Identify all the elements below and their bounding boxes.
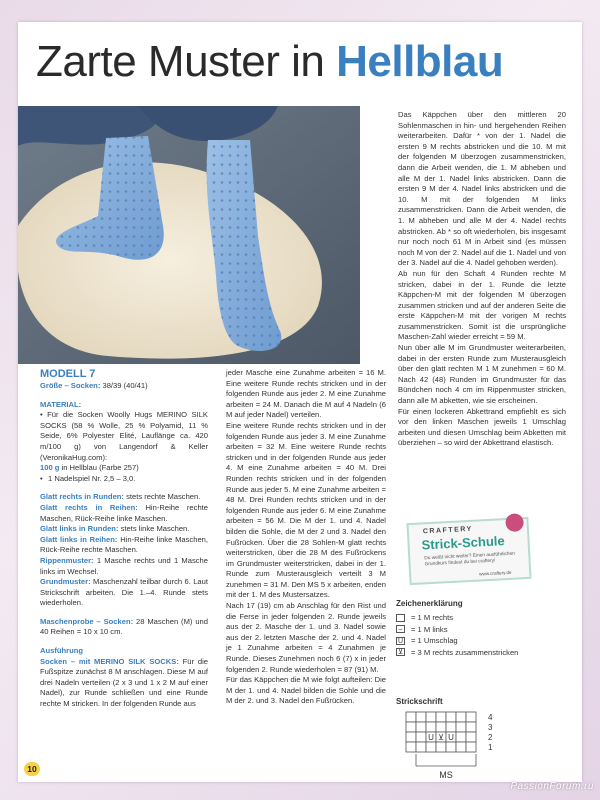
grid-cell <box>406 732 416 742</box>
glatt-runden-text: stets rechte Maschen. <box>123 492 201 502</box>
title-accent: Hellblau <box>336 37 504 86</box>
stamp-url: www.craftery.de <box>479 569 512 577</box>
material-color: in Hellblau (Farbe 257) <box>59 463 139 473</box>
links-reihen-text: Hin-Reihe linke Maschen, Rück-Reihe rechte Maschen. <box>40 534 209 555</box>
ausfuehrung-label: Socken – mit MERINO SILK SOCKS: <box>40 656 179 666</box>
chart-row-number: 4 <box>488 713 493 722</box>
material-heading: MATERIAL: <box>40 399 82 409</box>
probe-text: 28 Maschen (M) und 40 Reihen = 10 x 10 cm. <box>40 616 208 637</box>
col3-paragraph-1: Das Käppchen über den mittleren 20 Sohlenmaschen in hin- und hergehenden Reihen weiterarbeiten. Dafür * von der 1. Nadel die ersten 9 M rechts abstricken und die 10. M mit der folgenden M überzogen zusammenstricken, dann die Arbeit wenden, die 1. M abheben und alle M der 1. Nadel links abstricken. Dann die ersten 9 M der 4. Nadel links abstricken und die 10. M mit der folgenden M links zusammenstricken. Dann die Arbeit wenden, die 1. M abheben und alle M der 4. Nadel rechts abstricken. Ab * so oft wiederholen, bis insgesamt nur noch noch 61 M in Arbeit sind (es müssen noch M von der 2. Nadel auf die 1. Nadel und von der 3. Nadel auf die 4. Nadel gehoben werden). <box>398 110 566 268</box>
legend-label: = 1 Umschlag <box>411 636 458 645</box>
grid-cell <box>416 732 426 742</box>
legend-item <box>396 612 518 624</box>
needles-text: 1 Nadelspiel Nr. 2,5 – 3,0. <box>48 473 136 483</box>
glatt-reihen-label: Glatt rechts in Reihen: <box>40 502 138 512</box>
magazine-page <box>18 22 582 782</box>
grid-cell <box>466 722 476 732</box>
sock-photo-image <box>18 106 360 364</box>
chart-row-number: 3 <box>488 723 493 732</box>
grund-label: Grundmuster: <box>40 577 91 587</box>
grid-cell <box>406 712 416 722</box>
size-value: 38/39 (40/41) <box>100 381 148 390</box>
legend <box>396 612 518 658</box>
glatt-reihen-text: Hin-Reihe rechte Maschen, Rück-Reihe linke Maschen. <box>40 502 208 523</box>
grid-cell <box>426 712 436 722</box>
column-2 <box>226 368 386 707</box>
stamp-brand: CRAFTERY <box>422 525 473 536</box>
legend-title: Zeichenerklärung <box>396 599 463 608</box>
grid-cell <box>466 742 476 752</box>
column-1: MODELL 7 Größe – Socken: 38/39 (40/41) MATERIAL: • Für die Socken Woolly Hugs MERINO SILK SOCKS (58 % Wolle, 25 % Polyamid, 11 % Seide, 6% Polyester Elité, Lauflänge ca. 420 m/100 g) von Langendorf & Keller (VeronikaHug.com): 100 g in Hellblau (Farbe 257) • 1 Nadelspiel Nr. 2,5 – 3,0. Glatt rechts in Runden: stets rechte Maschen. Glatt rechts in Reihen: Hin-Reihe rechte Maschen, Rück-Reihe linke Maschen. Glatt links in Runden: stets linke Maschen. Glatt links in Reihen: Hin-Reihe linke Maschen, Rück-Reihe rechte Maschen. Rippenmuster: 1 Masche rechts und 1 Masche links im Wechsel. Grundmuster: Maschenzahl teilbar durch 6. Laut Strickschrift arbeiten. Die 1.–4. Runde stets wiederholen. Maschenprobe – Socken: 28 Maschen (M) und 40 Reihen = 10 x 10 cm. Ausführung Socken – mit MERINO SILK SOCKS: Für die Fußspitze zunächst 8 M anschlagen. Diese M auf drei Nadeln verteilen (2 x 3 und 1 x 2 M auf einer Nadel), zur Runde schließen und eine Runde rechte M stricken. In der folgenden Runde aus <box>40 368 209 709</box>
links-runden-label: Glatt links in Runden: <box>40 524 119 534</box>
yarn-ball-icon <box>505 513 524 532</box>
col3-paragraph-4: Für einen lockeren Abkettrand empfiehlt es sich vor den linken Maschen jeweils 1 Umschlag arbeiten und diesen Umschlag beim Abketten mit überziehen – so wird der Abkettrand elastisch. <box>398 406 566 448</box>
legend-item <box>396 635 518 647</box>
legend-symbol-yarnover: U <box>397 637 404 645</box>
grid-cell <box>406 722 416 732</box>
grid-cell <box>466 712 476 722</box>
chart-yarnover-symbol: U <box>448 733 454 742</box>
grid-cell <box>426 722 436 732</box>
grid-cell <box>426 742 436 752</box>
grid-cell <box>446 742 456 752</box>
legend-item <box>396 624 518 636</box>
links-runden-text: stets linke Maschen. <box>118 524 190 534</box>
rippen-label: Rippenmuster: <box>40 555 94 565</box>
grid-cell <box>436 722 446 732</box>
legend-label: = 1 M links <box>411 624 448 634</box>
legend-item <box>396 647 518 659</box>
grid-cell <box>416 722 426 732</box>
grid-cell <box>466 732 476 742</box>
stamp-subtext: Du weißt nicht weiter? Einen ausführlichen Grundkurs findest du bei craftery! <box>424 551 516 568</box>
size-label: Größe – Socken: <box>40 381 101 390</box>
material-text: • Für die Socken Woolly Hugs MERINO SILK SOCKS (58 % Wolle, 25 % Polyamid, 11 % Seide, 6% Polyester Elité, Lauflänge ca. 420 m/100 g) von Langendorf & Keller (VeronikaHug.com): <box>40 410 208 462</box>
grid-cell <box>406 742 416 752</box>
links-reihen-label: Glatt links in Reihen: <box>40 534 118 544</box>
chart-yarnover-symbol: U <box>428 733 434 742</box>
grid-cell <box>436 742 446 752</box>
legend-label: = 1 M rechts <box>411 613 453 622</box>
grid-cell <box>456 712 466 722</box>
chart-row-number: 1 <box>488 743 493 752</box>
grid-cell <box>446 712 456 722</box>
grid-cell <box>416 712 426 722</box>
grund-text: Maschenzahl teilbar durch 6. Laut Strickschrift arbeiten. Die 1.–4. Runde stets wiederholen. <box>40 577 208 608</box>
craftery-stamp <box>406 517 531 585</box>
legend-symbol-knit <box>396 614 405 622</box>
column-3 <box>398 110 566 449</box>
page-number: 10 <box>24 762 40 776</box>
grid-cell <box>436 712 446 722</box>
grid-cell <box>456 732 466 742</box>
legend-label: = 3 M rechts zusammenstricken <box>411 647 519 657</box>
col2-paragraph-4: Für das Käppchen die M wie folgt aufteilen: Die M der 1. und 4. Nadel bilden die Sohle und die M der 2. und 3. Nadel den Fußrücken. <box>226 675 386 706</box>
page-title <box>36 37 504 86</box>
glatt-runden-label: Glatt rechts in Runden: <box>40 492 124 502</box>
grid-cell <box>456 722 466 732</box>
strickschrift-title: Strickschrift <box>396 697 443 706</box>
title-light: Zarte Muster in <box>36 37 337 86</box>
col3-paragraph-2: Ab nun für den Schaft 4 Runden rechte M stricken, dabei in der 1. Runde die letzte Käppchen-M mit der folgenden M überzogen zusammen stricken und auf der anderen Seite die erste Käppchen-M mit der vorigen M rechts zusammenstricken. Somit ist die ursprüngliche Maschen-Zahl wieder erreicht = 59 M. <box>398 268 566 342</box>
ms-label: MS <box>439 770 453 780</box>
col3-paragraph-3: Nun über alle M im Grundmuster weiterarbeiten, dabei in der ersten Runde zum Musterausgleich über den glatt rechten M 1 M zunehmen = 60 M. Nach 42 (48) Runden im Grundmuster für das Bündchen noch 4 cm im Rippenmuster stricken, dann alle M abketten, wie sie erscheinen. <box>398 343 566 406</box>
grid-cell <box>446 722 456 732</box>
stamp-school: Strick-Schule <box>421 533 505 553</box>
strickschrift-chart <box>398 710 518 782</box>
col2-paragraph-3: Nach 17 (19) cm ab Anschlag für den Rist und die Ferse in jeder folgenden 2. Runde jeweils aus der 2. Masche der 1. und 3. Nadel sowie aus der 2. letzten Masche der 2. und 4. Nadel je 1 Zunahme arbeiten = 4 Zunahmen je Runde. Dieses Zunehmen noch 6 (7) x in jeder folgenden 2. Runde wiederholen = 87 (91) M. <box>226 601 386 674</box>
legend-symbol-k3tog: ⊻ <box>397 649 404 657</box>
watermark: PassionForum.ru <box>510 781 594 792</box>
chart-k3tog-symbol: ⊻ <box>438 733 444 742</box>
col2-paragraph-2: Eine weitere Runde rechts stricken und in der folgenden Runde aus jeder 3. M eine Zunahme arbeiten = 32 M. Eine weitere Runde rechts stricken und in der folgenden Runde aus jeder 4. M eine Zunahme arbeiten = 40 M. Drei Runden rechts stricken und in der folgenden Runde aus jeder 5. M eine Zunahme arbeiten = 48 M. Drei Runden rechts stricken und in der folgenden Runde aus jeder 6. M eine Zunahme arbeiten = 56 M. Die M der 1. und 4. Nadel bilden die Sohle, die M der 2 und 3. Nadel den Fußrücken. Über die 28 Sohlen-M glatt rechts weiterstricken, über die 28 M des Fußrückens im Grundmuster weiterstricken, dabei in der 1. Runde zum Musterausgleich verteilt 3 M zunehmen = 31 M. Den MS 5 x arbeiten, enden mit der 1. M des Mustersatzes. <box>226 420 386 600</box>
model-heading: MODELL 7 <box>40 368 96 380</box>
legend-symbol-purl: – <box>396 625 405 633</box>
ausfuehrung-text: Für die Fußspitze zunächst 8 M anschlagen. Diese M auf drei Nadeln verteilen (2 x 3 und 1 x 2 M auf einer Nadel), zur Runde schließen und eine Runde rechte M stricken. In der folgenden Runde aus <box>40 656 208 709</box>
grid-cell <box>456 742 466 752</box>
rippen-text: 1 Masche rechts und 1 Masche links im Wechsel. <box>40 555 208 576</box>
col2-paragraph-1: jeder Masche eine Zunahme arbeiten = 16 M. Eine weitere Runde rechts stricken und in der folgenden Runde aus jeder 2. M eine Zunahme arbeiten = 24 M. Danach die M auf 4 Nadeln (6 M auf jeder Nadel) verteilen. <box>226 368 386 420</box>
sock-photo <box>18 106 360 364</box>
chart-row-number: 2 <box>488 733 493 742</box>
probe-label: Maschenprobe – Socken: <box>40 616 134 626</box>
grid-cell <box>416 742 426 752</box>
material-amount: 100 g <box>40 463 60 473</box>
ausfuehrung-heading: Ausführung <box>40 646 84 656</box>
